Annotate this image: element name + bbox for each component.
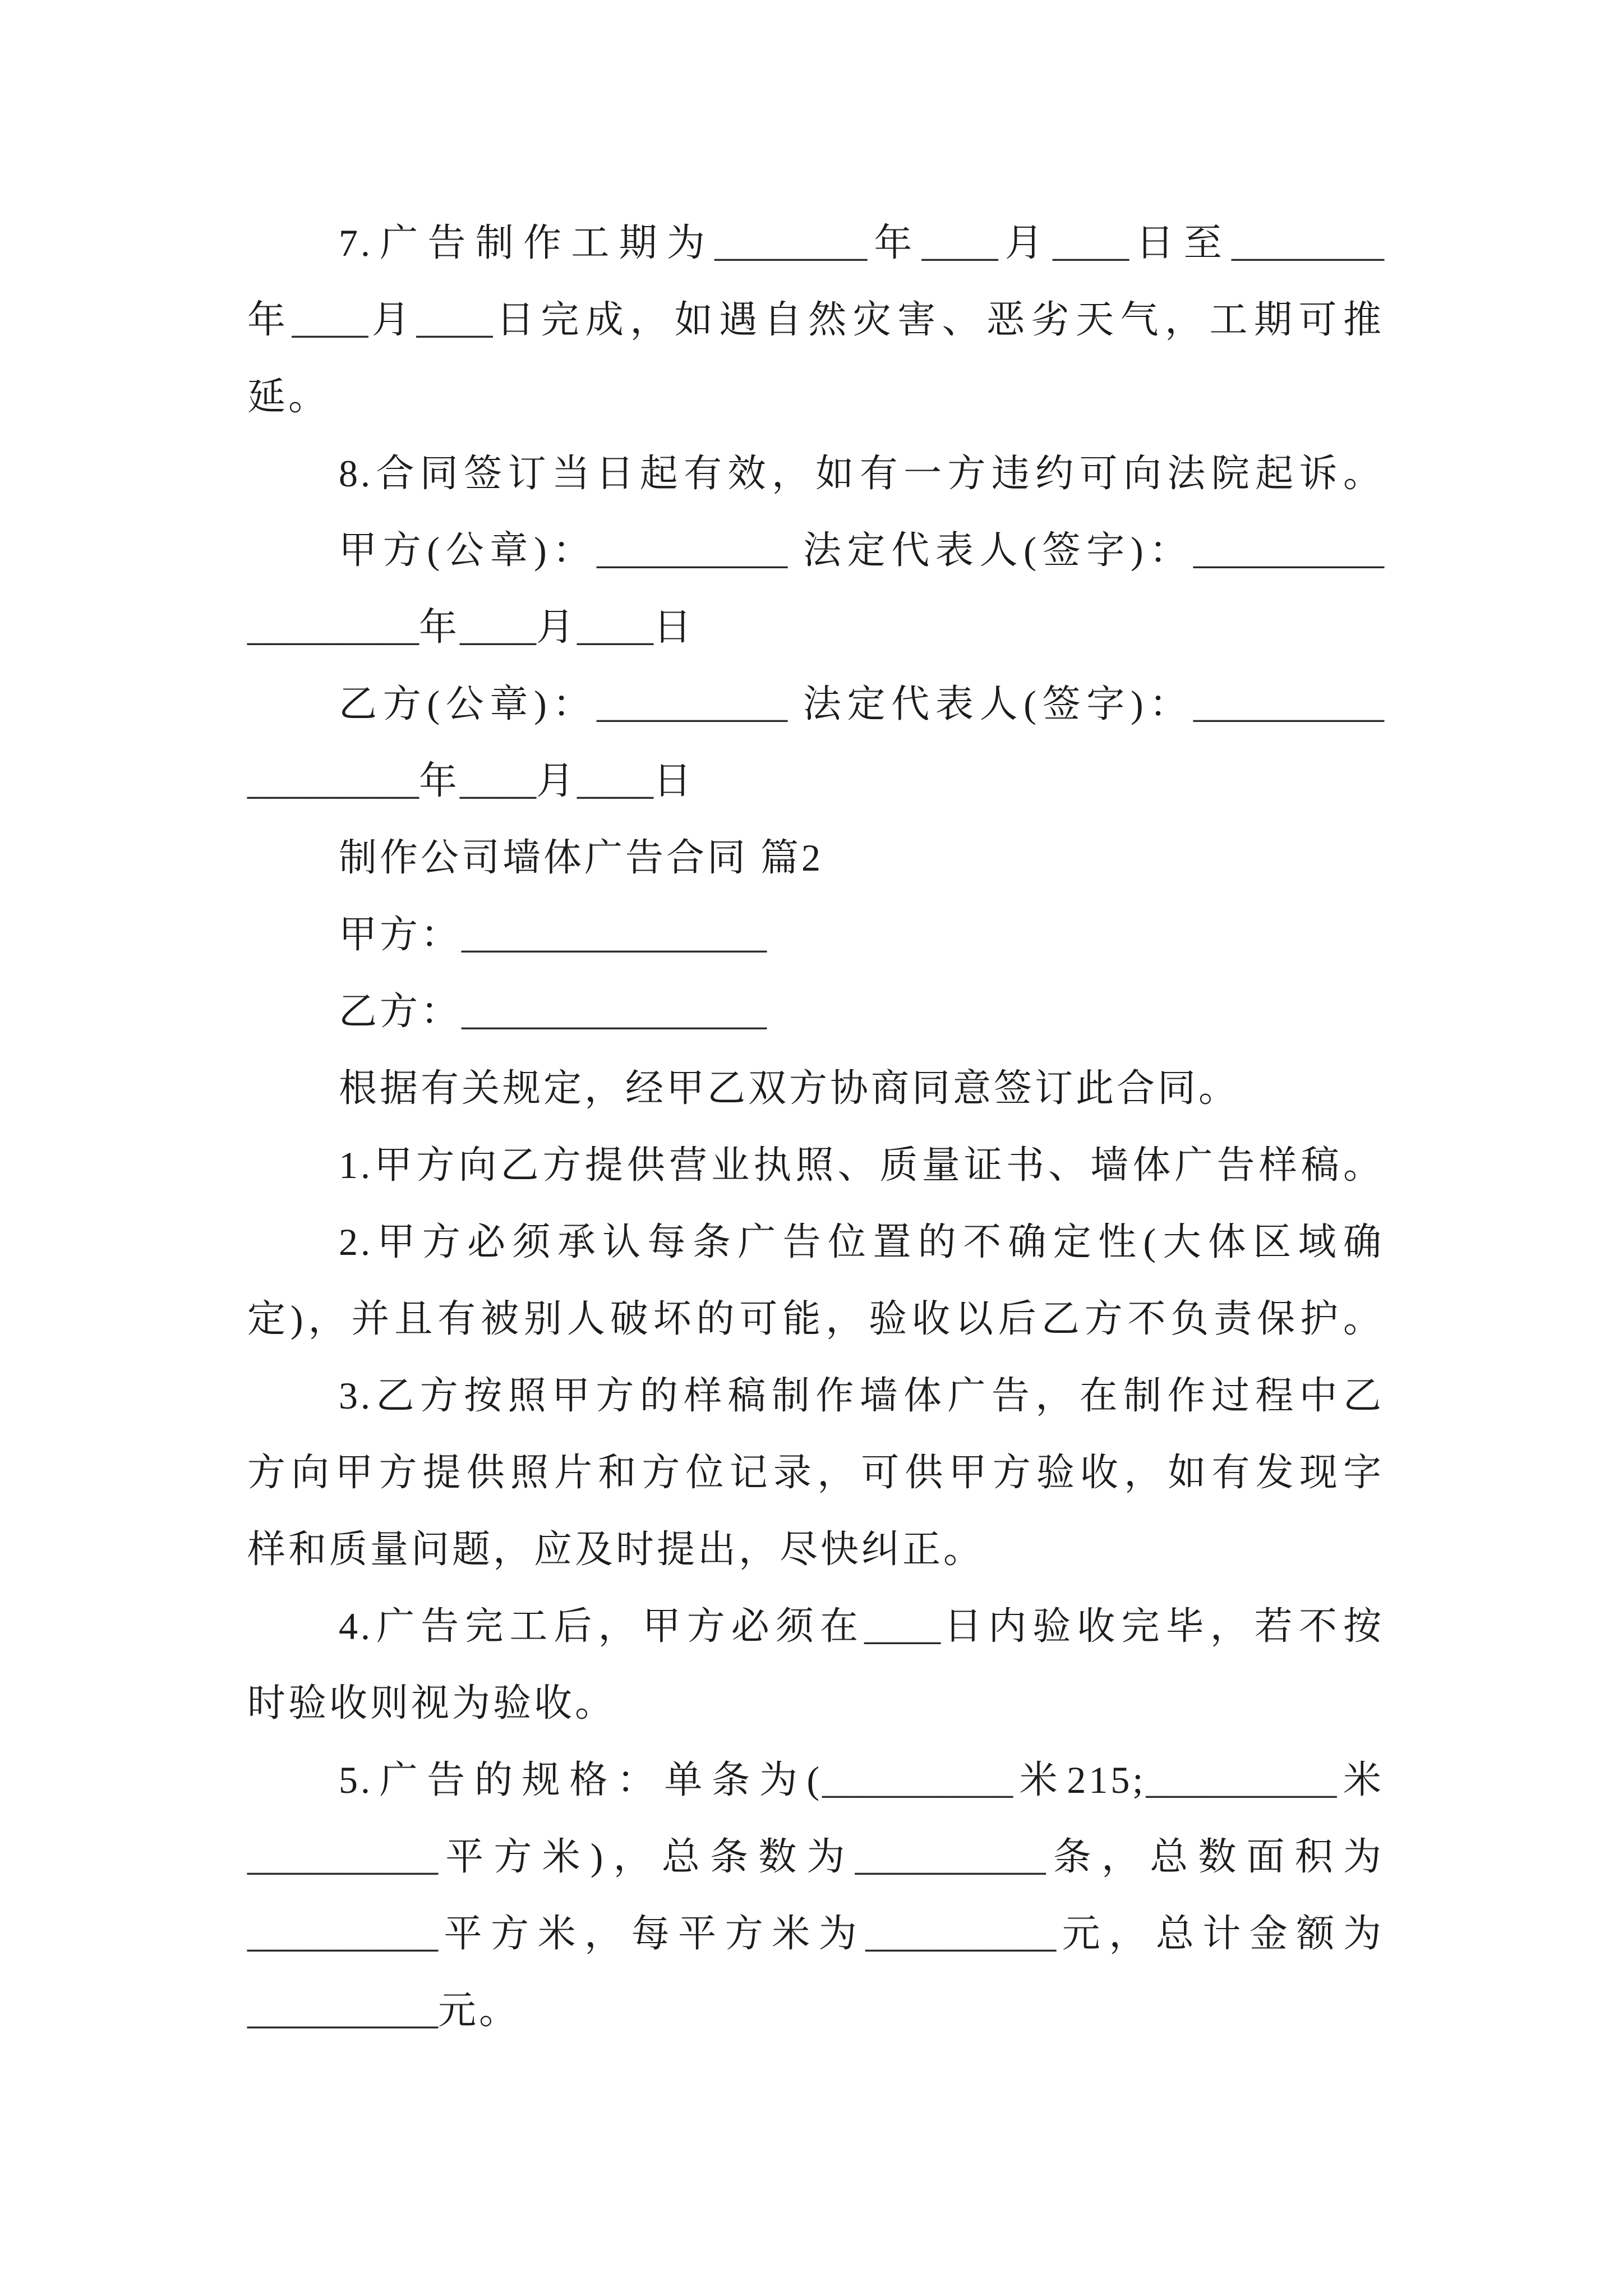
party-b-signature-line: 乙方(公章)：__________ 法定代表人(签字)：__________ [339,683,1384,725]
blank-field: ____ [577,606,654,648]
clause-7-line-3: 延。 [247,375,330,418]
clause-2-line-1: 2.甲方必须承认每条广告位置的不确定性(大体区域确 [339,1221,1384,1263]
blank-field: __________ [865,1912,1057,1955]
clause-5-line-1: 5.广告的规格：单条为(__________米215;__________米 [339,1759,1384,1801]
blank-field: ____ [460,606,537,648]
clause-3-line-3: 样和质量问题，应及时提出，尽快纠正。 [247,1528,985,1571]
blank-field: __________ [1193,529,1384,572]
clause-3-line-1: 3.乙方按照甲方的样稿制作墙体广告，在制作过程中乙 [339,1374,1384,1417]
party-b-field: 乙方：________________ [339,990,767,1033]
blank-field: ________ [714,222,868,264]
blank-field: __________ [597,529,788,572]
clause-7-line-1: 7.广告制作工期为________年____月____日至________ [339,222,1384,264]
blank-field: ____ [460,760,537,802]
blank-field: __________ [247,1835,438,1878]
blank-field: __________ [597,683,788,725]
contract-body [247,205,1384,2049]
blank-field: ____ [864,1605,941,1648]
clause-7-line-2: 年____月____日完成，如遇自然灾害、恶劣天气，工期可推 [247,298,1384,341]
blank-field: ____ [577,760,654,802]
blank-field: ________________ [462,913,767,956]
blank-field: __________ [247,1989,438,2032]
clause-4-line-1: 4.广告完工后，甲方必须在____日内验收完毕，若不按 [339,1605,1384,1648]
clause-2-line-2: 定)，并且有被别人破坏的可能，验收以后乙方不负责保护。 [247,1297,1384,1340]
preamble-text: 根据有关规定，经甲乙双方协商同意签订此合同。 [339,1067,1240,1110]
blank-field: _________ [247,760,419,802]
blank-field: __________ [247,1912,438,1955]
clause-4-line-2: 时验收则视为验收。 [247,1682,616,1724]
contract-2-title: 制作公司墙体广告合同 篇2 [339,836,824,879]
blank-field: ________________ [462,990,767,1033]
party-a-signature-line: 甲方(公章)：__________ 法定代表人(签字)：__________ [339,529,1384,572]
blank-field: ____ [416,298,493,341]
clause-3-line-2: 方向甲方提供照片和方位记录，可供甲方验收，如有发现字 [247,1451,1384,1494]
blank-field: ____ [921,222,998,264]
clause-8-text: 8.合同签订当日起有效，如有一方违约可向法院起诉。 [339,452,1384,495]
clause-5-line-2: __________平方米)，总条数为__________条，总数面积为 [247,1835,1384,1878]
blank-field: ____ [292,298,368,341]
blank-field: ________ [1231,222,1384,264]
blank-field: __________ [1146,1759,1337,1801]
blank-field: ____ [1053,222,1129,264]
blank-field: __________ [855,1835,1046,1878]
clause-1-text: 1.甲方向乙方提供营业执照、质量证书、墙体广告样稿。 [339,1144,1384,1186]
party-b-date-line: _________年____月____日 [247,760,695,802]
party-a-date-line: _________年____月____日 [247,606,695,648]
clause-5-line-3: __________平方米，每平方米为__________元，总计金额为 [247,1912,1384,1955]
blank-field: __________ [1193,683,1384,725]
clause-5-line-4: __________元。 [247,1989,520,2032]
blank-field: __________ [822,1759,1013,1801]
blank-field: _________ [247,606,419,648]
party-a-field: 甲方：________________ [339,913,767,956]
